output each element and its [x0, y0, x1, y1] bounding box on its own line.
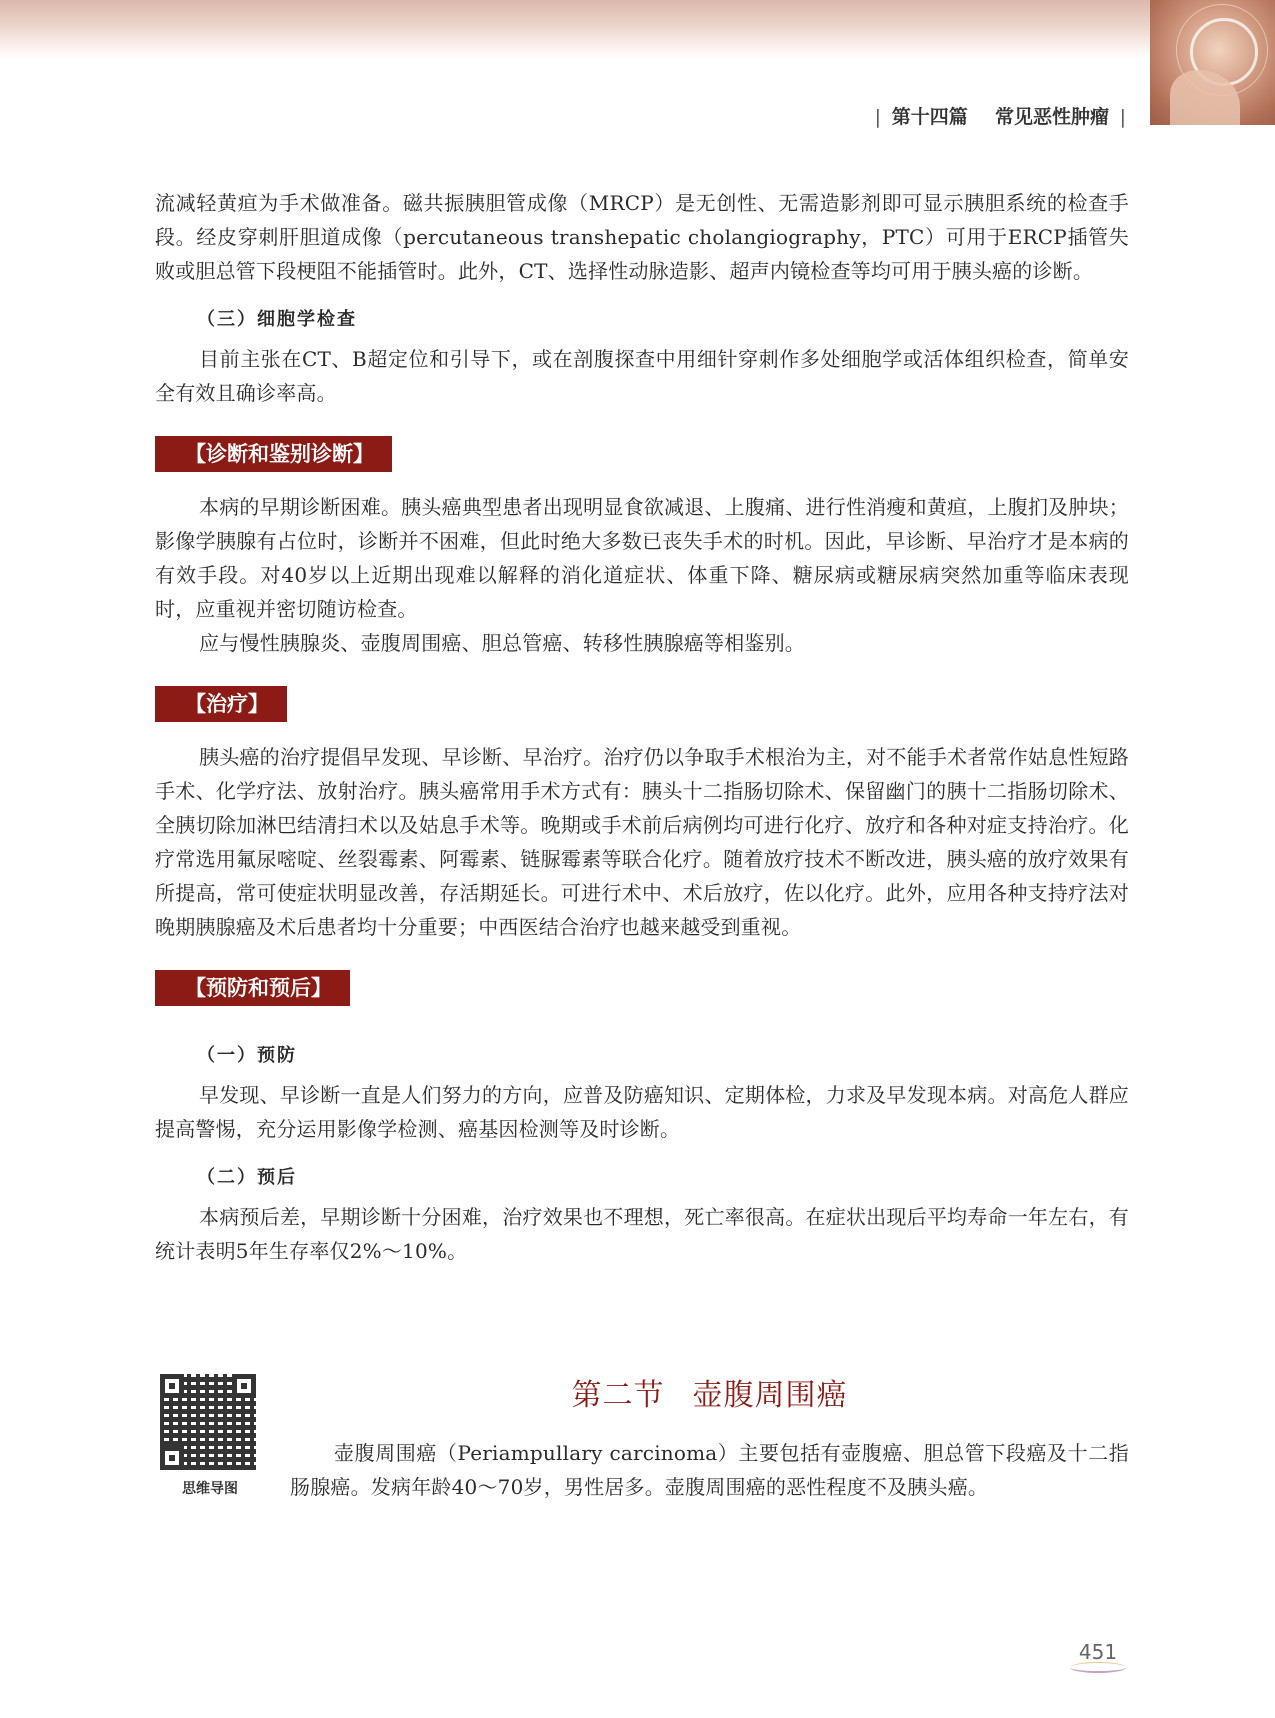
qr-label: 思维导图: [182, 1481, 238, 1497]
paragraph: 早发现、早诊断一直是人们努力的方向，应普及防癌知识、定期体检，力求及早发现本病。对高危人群应提高警惕，充分运用影像学检测、癌基因检测等及时诊断。: [155, 1083, 1129, 1141]
section-heading-prevention: 【预防和预后】: [155, 970, 350, 1006]
paragraph: 流减轻黄疸为手术做准备。磁共振胰胆管成像（MRCP）是无创性、无需造影剂即可显示胰胆系统的检查手段。经皮穿刺肝胆道成像（percutaneous transhepatic cholangiography，PTC）可用于ERCP插管失败或胆总管下段梗阻不能插管时。此外，CT、选择性动脉造影、超声内镜检查等均可用于胰头癌的诊断。: [155, 191, 1129, 283]
paragraph: 壶腹周围癌（Periampullary carcinoma）主要包括有壶腹癌、胆总管下段癌及十二指肠腺癌。发病年龄40～70岁，男性居多。壶腹周围癌的恶性程度不及胰头癌。: [290, 1441, 1129, 1499]
paragraph: 目前主张在CT、B超定位和引导下，或在剖腹探查中用细针穿刺作多处细胞学或活体组织检查，简单安全有效且确诊率高。: [155, 347, 1129, 405]
main-content: [155, 186, 1129, 1268]
part-number: 第十四篇: [891, 106, 968, 128]
paragraph: 本病预后差，早期诊断十分困难，治疗效果也不理想，死亡率很高。在症状出现后平均寿命一年左右，有统计表明5年生存率仅2%～10%。: [155, 1205, 1129, 1263]
section-heading-treatment: 【治疗】: [155, 686, 287, 722]
subheading-prevention: （一）预防: [197, 1045, 297, 1066]
subheading-prognosis: （二）预后: [197, 1167, 297, 1188]
section-heading-diagnosis: 【诊断和鉴别诊断】: [155, 436, 392, 472]
page-number-swoosh-icon: [1070, 1662, 1126, 1673]
section-number: 第二节: [571, 1378, 665, 1413]
page-number: 451: [1068, 1640, 1128, 1670]
section-title: [290, 1370, 1129, 1414]
part-title: 常见恶性肿瘤: [994, 106, 1109, 128]
section-name: 壶腹周围癌: [692, 1378, 848, 1413]
paragraph: 胰头癌的治疗提倡早发现、早诊断、早治疗。治疗仍以争取手术根治为主，对不能手术者常作姑息性短路手术、化学疗法、放射治疗。胰头癌常用手术方式有：胰头十二指肠切除术、保留幽门的胰十二指肠切除术、全胰切除加淋巴结清扫术以及姑息手术等。晚期或手术前后病例均可进行化疗、放疗和各种对症支持治疗。化疗常选用氟尿嘧啶、丝裂霉素、阿霉素、链脲霉素等联合化疗。随着放疗技术不断改进，胰头癌的放疗效果有所提高，常可使症状明显改善，存活期延长。可进行术中、术后放疗，佐以化疗。此外，应用各种支持疗法对晚期胰腺癌及术后患者均十分重要；中西医结合治疗也越来越受到重视。: [155, 745, 1129, 939]
qr-code-icon[interactable]: [160, 1374, 256, 1470]
section-intro: [290, 1436, 1129, 1504]
qr-code-block[interactable]: [160, 1374, 260, 1498]
header-band: [0, 0, 1275, 60]
paragraph: 应与慢性胰腺炎、壶腹周围癌、胆总管癌、转移性胰腺癌等相鉴别。: [199, 631, 805, 655]
stethoscope-hand-image: [1150, 0, 1275, 125]
subheading-cytology: （三）细胞学检查: [197, 309, 357, 330]
running-head: | 第十四篇 常见恶性肿瘤 |: [874, 106, 1126, 128]
paragraph: 本病的早期诊断困难。胰头癌典型患者出现明显食欲减退、上腹痛、进行性消瘦和黄疸，上腹扪及肿块；影像学胰腺有占位时，诊断并不困难，但此时绝大多数已丧失手术的时机。因此，早诊断、早治疗才是本病的有效手段。对40岁以上近期出现难以解释的消化道症状、体重下降、糖尿病或糖尿病突然加重等临床表现时，应重视并密切随访检查。: [155, 495, 1129, 621]
